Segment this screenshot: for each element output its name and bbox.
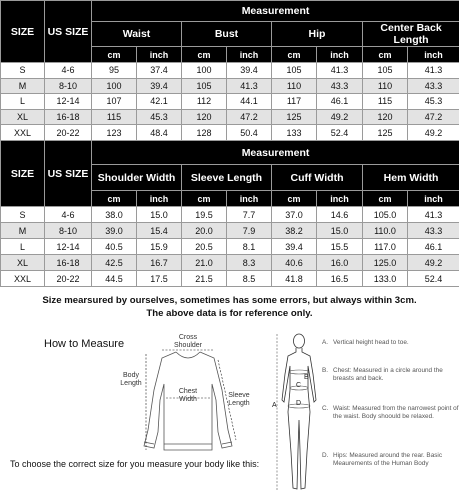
legend-key: C. — [322, 405, 329, 412]
measurement-header: Measurement — [92, 141, 459, 165]
value-cell: 21.0 — [182, 255, 227, 271]
value-cell: 49.2 — [408, 255, 459, 271]
value-cell: 42.1 — [137, 94, 182, 110]
value-cell: 16.7 — [137, 255, 182, 271]
disclaimer-line-1: Size mearsured by ourselves, sometimes has some errors, but always within 3cm. — [42, 295, 417, 306]
us-size-cell: 4-6 — [45, 207, 92, 223]
legend-text: Vertical height head to toe. — [333, 339, 409, 346]
us-size-cell: 8-10 — [45, 223, 92, 239]
value-cell: 100 — [92, 78, 137, 94]
value-cell: 41.3 — [317, 63, 363, 79]
body-length-label: Body Length — [120, 372, 142, 387]
legend-text: Chest: Measured in a circle around the breasts and back. — [333, 367, 443, 382]
value-cell: 41.8 — [272, 271, 317, 287]
value-cell: 110.0 — [363, 223, 408, 239]
us-size-header: US SIZE — [45, 141, 92, 207]
size-chart-table-2 — [0, 140, 459, 287]
legend-item-c — [322, 405, 459, 420]
legend-item-b — [322, 367, 459, 382]
value-cell: 133.0 — [363, 271, 408, 287]
unit-inch: inch — [137, 47, 182, 63]
size-cell: XXL — [1, 271, 45, 287]
value-cell: 14.6 — [317, 207, 363, 223]
legend-key: D. — [322, 452, 329, 459]
value-cell: 40.5 — [92, 239, 137, 255]
unit-cm: cm — [363, 191, 408, 207]
us-size-cell: 12-14 — [45, 239, 92, 255]
value-cell: 39.4 — [272, 239, 317, 255]
size-cell: XL — [1, 109, 45, 125]
unit-cm: cm — [92, 191, 137, 207]
value-cell: 19.5 — [182, 207, 227, 223]
value-cell: 39.4 — [137, 78, 182, 94]
figure-letter-d: D — [296, 400, 302, 407]
value-cell: 8.1 — [227, 239, 272, 255]
value-cell: 15.9 — [137, 239, 182, 255]
value-cell: 41.3 — [408, 63, 459, 79]
size-cell: L — [1, 239, 45, 255]
value-cell: 15.0 — [317, 223, 363, 239]
value-cell: 41.3 — [227, 78, 272, 94]
value-cell: 120 — [182, 109, 227, 125]
value-cell: 47.2 — [227, 109, 272, 125]
unit-inch: inch — [137, 191, 182, 207]
column-header: Cuff Width — [272, 165, 363, 191]
value-cell: 37.4 — [137, 63, 182, 79]
unit-inch: inch — [408, 191, 459, 207]
value-cell: 46.1 — [317, 94, 363, 110]
size-cell: S — [1, 207, 45, 223]
value-cell: 112 — [182, 94, 227, 110]
unit-cm: cm — [182, 47, 227, 63]
value-cell: 110 — [363, 78, 408, 94]
size-cell: M — [1, 78, 45, 94]
column-header: Shoulder Width — [92, 165, 182, 191]
value-cell: 133 — [272, 125, 317, 141]
value-cell: 125 — [272, 109, 317, 125]
unit-cm: cm — [363, 47, 408, 63]
value-cell: 21.5 — [182, 271, 227, 287]
size-cell: XL — [1, 255, 45, 271]
human-body-illustration — [274, 330, 324, 495]
size-cell: S — [1, 63, 45, 79]
value-cell: 39.0 — [92, 223, 137, 239]
value-cell: 45.3 — [408, 94, 459, 110]
column-header: Waist — [92, 22, 182, 47]
value-cell: 50.4 — [227, 125, 272, 141]
table-row — [1, 223, 459, 239]
column-header: Hem Width — [363, 165, 459, 191]
unit-inch: inch — [317, 47, 363, 63]
size-header: SIZE — [1, 1, 45, 63]
legend-key: A. — [322, 339, 329, 346]
chest-width-label: Chest Width — [178, 388, 198, 403]
value-cell: 49.2 — [408, 125, 459, 141]
value-cell: 47.2 — [408, 109, 459, 125]
figure-letter-c: C — [296, 382, 302, 389]
value-cell: 15.5 — [317, 239, 363, 255]
column-header: Center Back Length — [363, 22, 459, 47]
figure-letter-b: B — [304, 374, 309, 381]
value-cell: 125.0 — [363, 255, 408, 271]
value-cell: 52.4 — [408, 271, 459, 287]
garment-diagram — [118, 330, 258, 460]
value-cell: 42.5 — [92, 255, 137, 271]
table-row — [1, 239, 459, 255]
legend-text: Hips: Measured around the rear. Basic Meaurements of the Human Body — [333, 452, 443, 467]
legend-item-d — [322, 452, 459, 467]
cross-shoulder-label: Cross Shoulder — [173, 334, 203, 349]
sleeve-length-label: Sleeve Length — [228, 392, 250, 407]
value-cell: 7.7 — [227, 207, 272, 223]
instruction-text: To choose the correct size for you measure your body like this: — [10, 459, 260, 469]
value-cell: 117 — [272, 94, 317, 110]
value-cell: 43.3 — [408, 78, 459, 94]
value-cell: 105 — [272, 63, 317, 79]
value-cell: 8.5 — [227, 271, 272, 287]
value-cell: 128 — [182, 125, 227, 141]
value-cell: 105 — [182, 78, 227, 94]
unit-inch: inch — [227, 191, 272, 207]
value-cell: 41.3 — [408, 207, 459, 223]
size-header: SIZE — [1, 141, 45, 207]
value-cell: 43.3 — [317, 78, 363, 94]
column-header: Bust — [182, 22, 272, 47]
value-cell: 120 — [363, 109, 408, 125]
how-to-measure-title: How to Measure — [44, 338, 125, 350]
value-cell: 44.1 — [227, 94, 272, 110]
value-cell: 105 — [363, 63, 408, 79]
table-row — [1, 78, 459, 94]
size-cell: XXL — [1, 125, 45, 141]
value-cell: 117.0 — [363, 239, 408, 255]
legend-item-a — [322, 339, 459, 347]
measurement-header: Measurement — [92, 1, 459, 22]
value-cell: 20.5 — [182, 239, 227, 255]
value-cell: 38.0 — [92, 207, 137, 223]
table-row — [1, 207, 459, 223]
value-cell: 46.1 — [408, 239, 459, 255]
us-size-cell: 16-18 — [45, 255, 92, 271]
unit-cm: cm — [182, 191, 227, 207]
value-cell: 107 — [92, 94, 137, 110]
unit-inch: inch — [317, 191, 363, 207]
value-cell: 37.0 — [272, 207, 317, 223]
value-cell: 43.3 — [408, 223, 459, 239]
table-row — [1, 255, 459, 271]
table-row — [1, 63, 459, 79]
value-cell: 115 — [363, 94, 408, 110]
legend-key: B. — [322, 367, 329, 374]
figure-letter-a: A — [272, 402, 277, 409]
value-cell: 39.4 — [227, 63, 272, 79]
value-cell: 40.6 — [272, 255, 317, 271]
us-size-cell: 4-6 — [45, 63, 92, 79]
value-cell: 44.5 — [92, 271, 137, 287]
us-size-header: US SIZE — [45, 1, 92, 63]
value-cell: 125 — [363, 125, 408, 141]
value-cell: 52.4 — [317, 125, 363, 141]
value-cell: 115 — [92, 109, 137, 125]
legend-text: Waist: Measured from the narrowest point of the waist. Body shoould be relaxed. — [333, 405, 459, 420]
us-size-cell: 16-18 — [45, 109, 92, 125]
unit-inch: inch — [227, 47, 272, 63]
value-cell: 16.5 — [317, 271, 363, 287]
value-cell: 15.0 — [137, 207, 182, 223]
size-chart-table-1 — [0, 0, 459, 141]
unit-cm: cm — [272, 191, 317, 207]
value-cell: 15.4 — [137, 223, 182, 239]
value-cell: 95 — [92, 63, 137, 79]
value-cell: 45.3 — [137, 109, 182, 125]
table-row — [1, 94, 459, 110]
table-row — [1, 271, 459, 287]
value-cell: 38.2 — [272, 223, 317, 239]
size-cell: L — [1, 94, 45, 110]
unit-inch: inch — [408, 47, 459, 63]
value-cell: 110 — [272, 78, 317, 94]
value-cell: 49.2 — [317, 109, 363, 125]
value-cell: 100 — [182, 63, 227, 79]
value-cell: 8.3 — [227, 255, 272, 271]
value-cell: 7.9 — [227, 223, 272, 239]
size-cell: M — [1, 223, 45, 239]
table-row — [1, 125, 459, 141]
disclaimer-line-2: The above data is for reference only. — [146, 308, 313, 319]
table-row — [1, 109, 459, 125]
unit-cm: cm — [272, 47, 317, 63]
value-cell: 16.0 — [317, 255, 363, 271]
value-cell: 123 — [92, 125, 137, 141]
value-cell: 105.0 — [363, 207, 408, 223]
value-cell: 17.5 — [137, 271, 182, 287]
value-cell: 48.4 — [137, 125, 182, 141]
us-size-cell: 20-22 — [45, 125, 92, 141]
column-header: Sleeve Length — [182, 165, 272, 191]
unit-cm: cm — [92, 47, 137, 63]
us-size-cell: 20-22 — [45, 271, 92, 287]
us-size-cell: 12-14 — [45, 94, 92, 110]
value-cell: 20.0 — [182, 223, 227, 239]
column-header: Hip — [272, 22, 363, 47]
body-figure — [274, 330, 324, 495]
us-size-cell: 8-10 — [45, 78, 92, 94]
